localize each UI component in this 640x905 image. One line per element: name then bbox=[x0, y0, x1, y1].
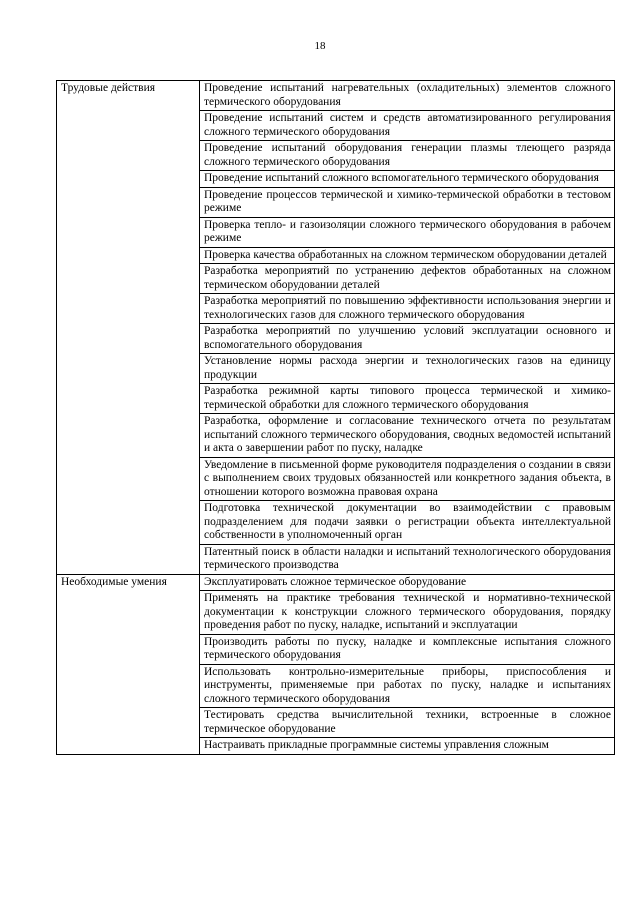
page-number: 18 bbox=[314, 40, 326, 52]
section-item: Настраивать прикладные программные системы управления сложным bbox=[200, 738, 615, 755]
section-item: Уведомление в письменной форме руководителя подразделения о создании в связи с выполнением своих трудовых обязанностей или конкретного задания объекта, в отношении которого возможна правовая охрана bbox=[200, 457, 615, 501]
section-item: Разработка мероприятий по повышению эффективности использования энергии и технологических газов для сложного термического оборудования bbox=[200, 294, 615, 324]
section-item: Разработка режимной карты типового процесса термической и химико-термической обработки для сложного термического оборудования bbox=[200, 384, 615, 414]
section-item: Применять на практике требования технической и нормативно-технической документации к конструкции сложного термического оборудования, порядку проведения работ по пуску, наладке, испытаний и эксплуатации bbox=[200, 591, 615, 635]
competency-table bbox=[56, 80, 615, 755]
section-item: Производить работы по пуску, наладке и комплексные испытания сложного термического оборудования bbox=[200, 634, 615, 664]
section-item: Проведение испытаний сложного вспомогательного термического оборудования bbox=[200, 171, 615, 188]
section-item: Разработка, оформление и согласование технического отчета по результатам испытаний сложного термического оборудования, сводных ведомостей испытаний и акта о завершении работ по пуску, наладке bbox=[200, 414, 615, 458]
competency-table-body bbox=[57, 81, 615, 755]
table-row bbox=[57, 81, 615, 111]
section-item: Проведение испытаний оборудования генерации плазмы тлеющего разряда сложного термического оборудования bbox=[200, 141, 615, 171]
section-item: Установление нормы расхода энергии и технологических газов на единицу продукции bbox=[200, 354, 615, 384]
section-label: Необходимые умения bbox=[57, 574, 200, 754]
section-item: Использовать контрольно-измерительные приборы, приспособления и инструменты, применяемые при работах по пуску, наладке и испытаниях сложного термического оборудования bbox=[200, 664, 615, 708]
section-item: Тестировать средства вычислительной техники, встроенные в сложное термическое оборудование bbox=[200, 708, 615, 738]
section-item: Разработка мероприятий по устранению дефектов обработанных на сложном термическом оборудовании деталей bbox=[200, 264, 615, 294]
section-item: Подготовка технической документации во взаимодействии с правовым подразделением для подачи заявки о регистрации объекта интеллектуальной собственности в уполномоченный орган bbox=[200, 501, 615, 545]
section-item: Проведение испытаний нагревательных (охладительных) элементов сложного термического оборудования bbox=[200, 81, 615, 111]
section-item: Проверка качества обработанных на сложном термическом оборудовании деталей bbox=[200, 247, 615, 264]
section-item: Патентный поиск в области наладки и испытаний технологического оборудования термического производства bbox=[200, 544, 615, 574]
section-item: Разработка мероприятий по улучшению условий эксплуатации основного и вспомогательного оборудования bbox=[200, 324, 615, 354]
section-item: Эксплуатировать сложное термическое оборудование bbox=[200, 574, 615, 591]
section-item: Проведение испытаний систем и средств автоматизированного регулирования сложного термического оборудования bbox=[200, 111, 615, 141]
section-label: Трудовые действия bbox=[57, 81, 200, 575]
section-item: Проверка тепло- и газоизоляции сложного термического оборудования в рабочем режиме bbox=[200, 217, 615, 247]
section-item: Проведение процессов термической и химико-термической обработки в тестовом режиме bbox=[200, 187, 615, 217]
table-row bbox=[57, 574, 615, 591]
